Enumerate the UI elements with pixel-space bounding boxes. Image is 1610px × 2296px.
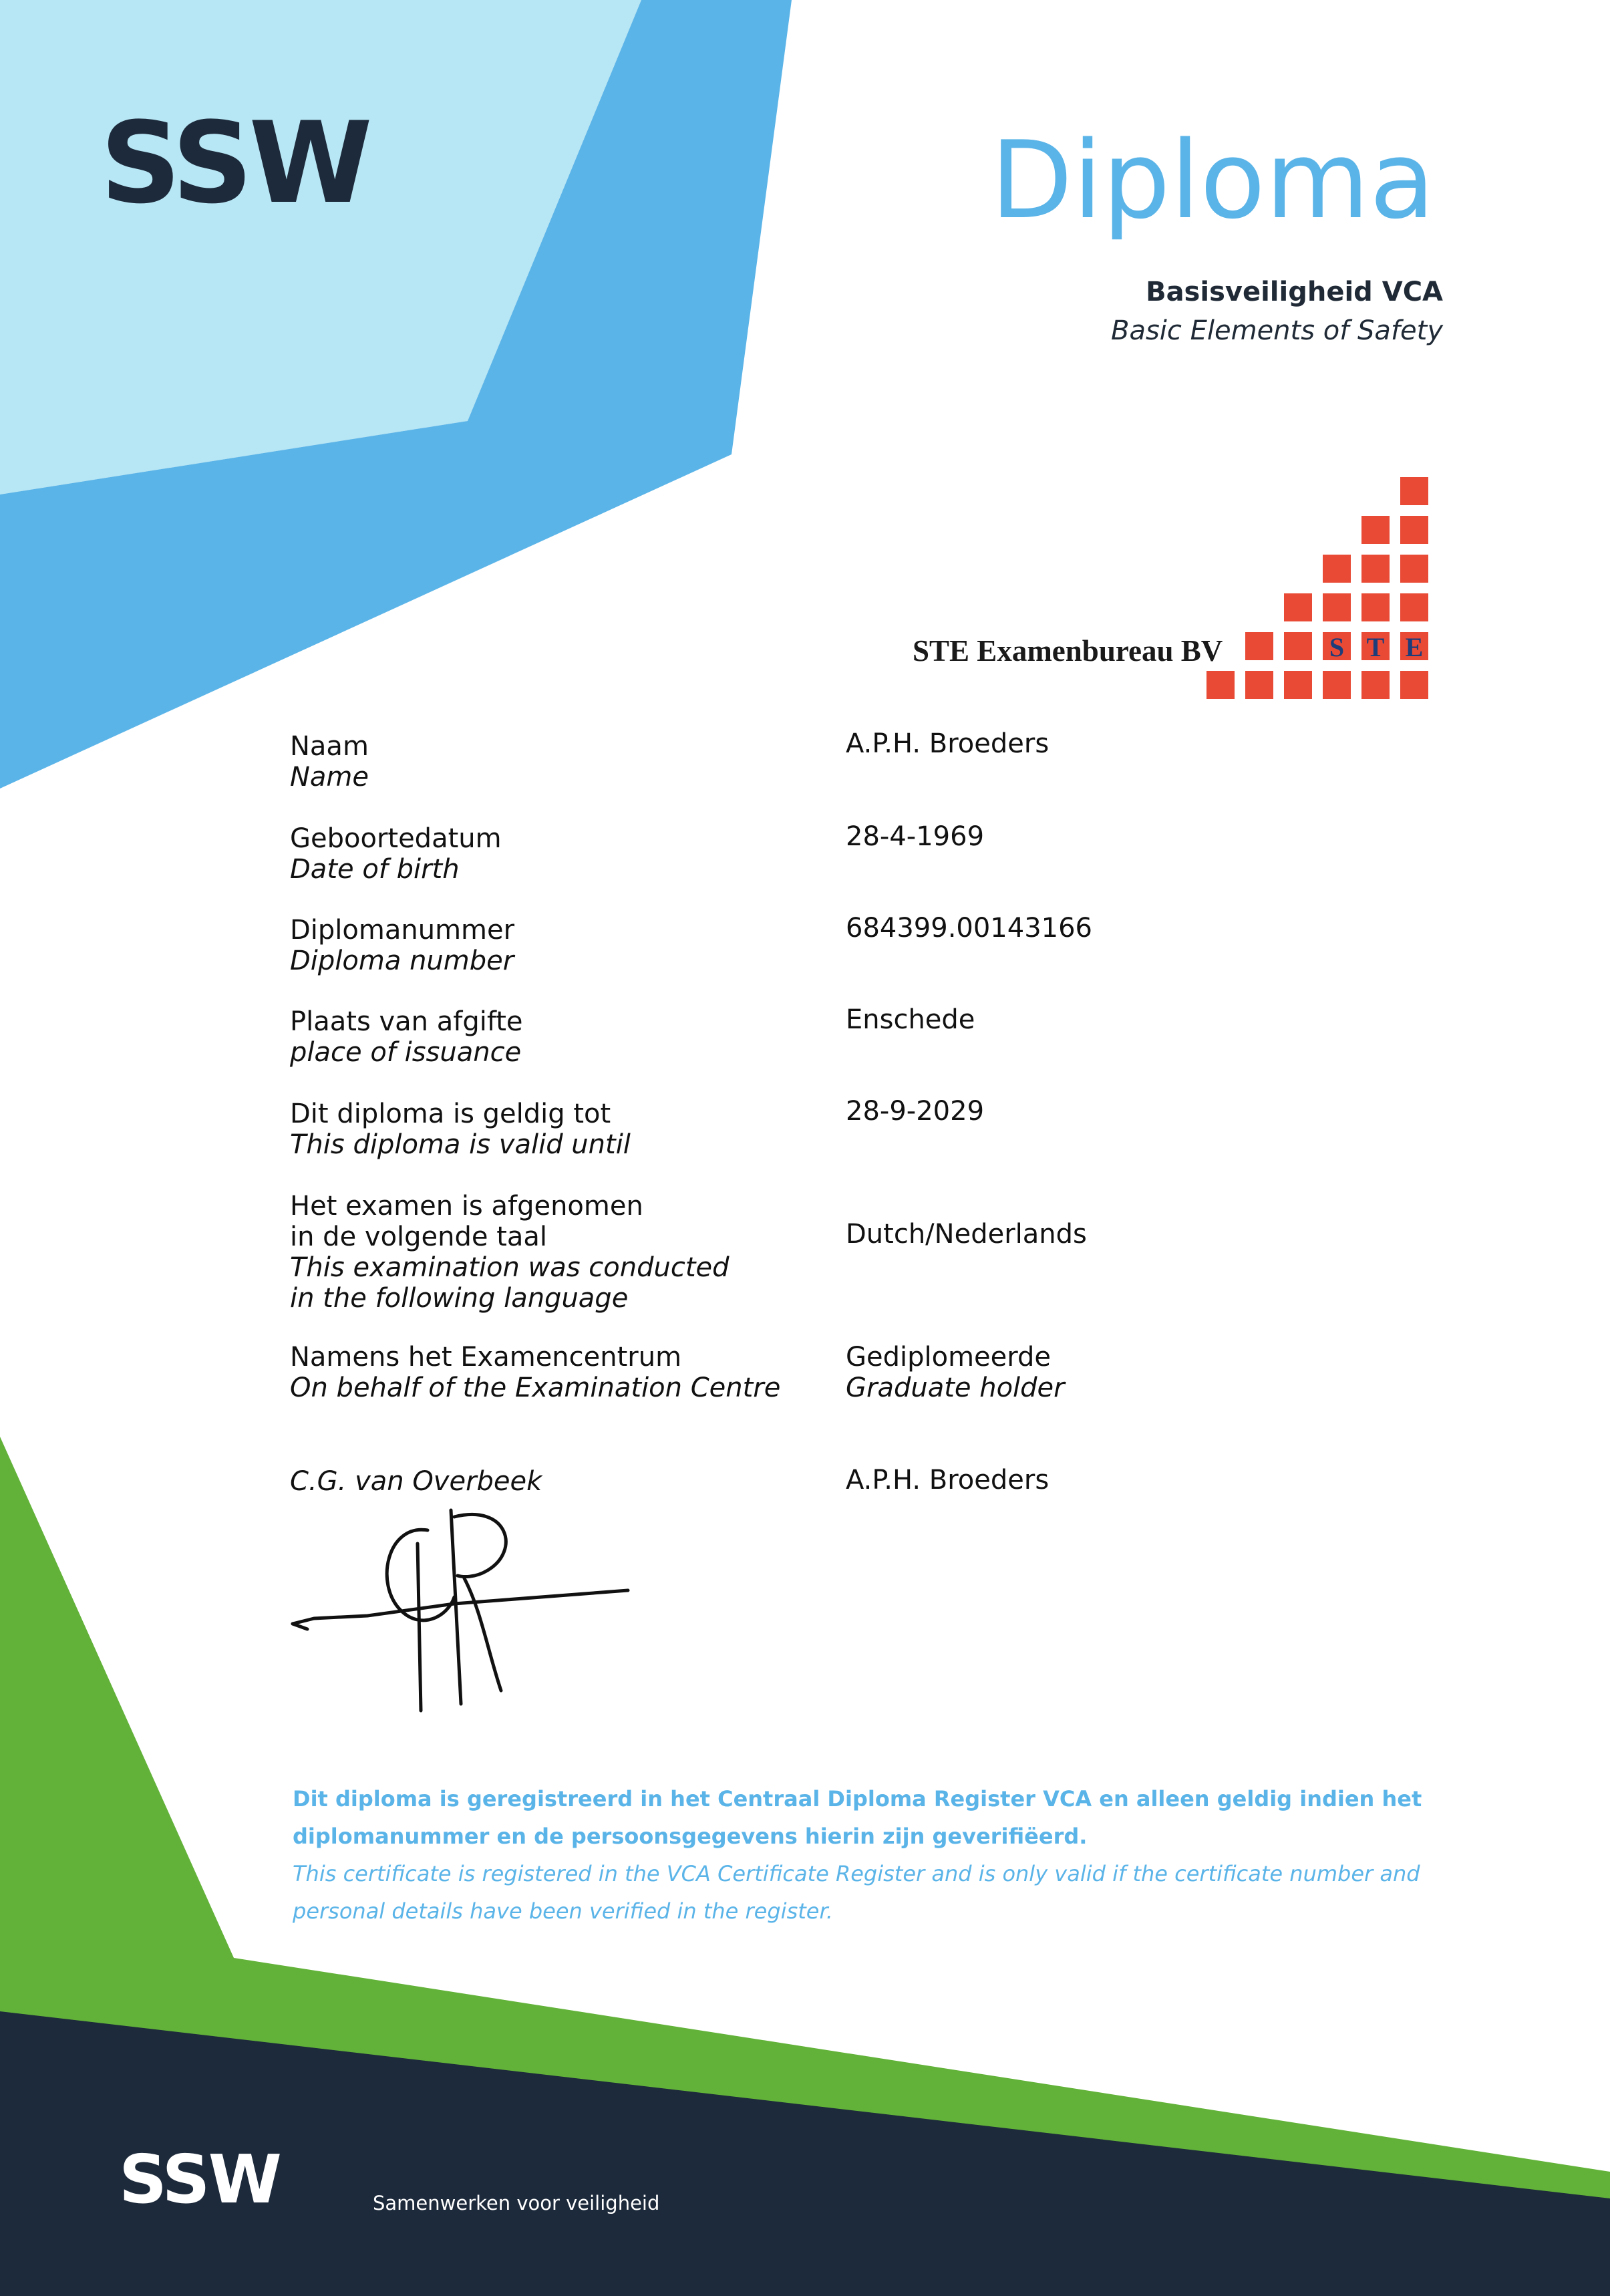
label-nl: Gediplomeerde bbox=[846, 1342, 1052, 1373]
label-en-1: This examination was conducted bbox=[290, 1252, 730, 1283]
label-nl: Namens het Examencentrum bbox=[290, 1342, 682, 1373]
issuer-name: STE Examenbureau BV bbox=[913, 634, 1223, 668]
graduate-holder-label bbox=[846, 1342, 1065, 1403]
label-en: Diploma number bbox=[290, 946, 514, 976]
notice-en-line-1: This certificate is registered in the VCA Certificate Register and is only valid if the certificate number and bbox=[293, 1861, 1420, 1886]
label-nl: Geboortedatum bbox=[290, 823, 502, 854]
label-en: Name bbox=[290, 762, 369, 793]
field-valid-until-value: 28-9-2029 bbox=[846, 1096, 985, 1127]
notice-nl-line-2: diplomanummer en de persoonsgegevens hierin zijn geverifiëerd. bbox=[293, 1824, 1088, 1849]
field-dob-label bbox=[290, 823, 502, 885]
notice-en-line-2: personal details have been verified in the register. bbox=[293, 1898, 833, 1924]
label-nl: Dit diploma is geldig tot bbox=[290, 1099, 611, 1129]
label-en: This diploma is valid until bbox=[290, 1129, 631, 1160]
registration-notice bbox=[293, 1780, 1468, 1930]
field-valid-until-label bbox=[290, 1099, 631, 1160]
field-diploma-number-label bbox=[290, 915, 514, 976]
field-name-label bbox=[290, 731, 369, 793]
notice-nl-line-1: Dit diploma is geregistreerd in het Centraal Diploma Register VCA en alleen geldig indien het bbox=[293, 1786, 1422, 1812]
label-nl: Plaats van afgifte bbox=[290, 1006, 523, 1037]
field-language-label bbox=[290, 1191, 730, 1314]
field-language-value: Dutch/Nederlands bbox=[846, 1219, 1087, 1250]
label-en-2: in the following language bbox=[290, 1283, 629, 1314]
label-nl-1: Het examen is afgenomen bbox=[290, 1191, 643, 1222]
ste-logo-letter-e: E bbox=[1405, 632, 1424, 662]
course-title-en: Basic Elements of Safety bbox=[1111, 315, 1443, 346]
field-diploma-number-value: 684399.00143166 bbox=[846, 913, 1093, 944]
ste-logo-squares bbox=[1206, 477, 1428, 699]
label-nl-2: in de volgende taal bbox=[290, 1222, 548, 1252]
label-en: On behalf of the Examination Centre bbox=[290, 1373, 781, 1403]
field-name-value: A.P.H. Broeders bbox=[846, 728, 1050, 759]
ste-logo bbox=[0, 0, 1610, 735]
field-place-value: Enschede bbox=[846, 1004, 975, 1035]
field-dob-value: 28-4-1969 bbox=[846, 821, 985, 852]
logo-bottom-suffix: W bbox=[208, 2140, 280, 2218]
ste-logo-letter-t: T bbox=[1366, 632, 1385, 662]
label-nl: Diplomanummer bbox=[290, 915, 515, 946]
logo-top-prefix: SS bbox=[100, 98, 249, 229]
footer-tagline: Samenwerken voor veiligheid bbox=[373, 2192, 660, 2214]
ssw-logo-bottom bbox=[119, 2140, 280, 2218]
label-en: Graduate holder bbox=[846, 1373, 1065, 1403]
signatory-name: C.G. van Overbeek bbox=[290, 1466, 542, 1497]
field-place-label bbox=[290, 1006, 523, 1068]
handwritten-signature bbox=[287, 1503, 635, 1724]
logo-top-suffix: W bbox=[249, 98, 369, 229]
examination-centre-label bbox=[290, 1342, 780, 1403]
diploma-title: Diploma bbox=[990, 118, 1435, 243]
label-en: place of issuance bbox=[290, 1037, 522, 1068]
logo-bottom-prefix: SS bbox=[119, 2140, 208, 2218]
label-en: Date of birth bbox=[290, 854, 460, 885]
ste-logo-letter-s: S bbox=[1329, 632, 1345, 662]
label-nl: Naam bbox=[290, 731, 369, 762]
course-title: Basisveiligheid VCA bbox=[1146, 277, 1443, 307]
graduate-name: A.P.H. Broeders bbox=[846, 1465, 1050, 1495]
